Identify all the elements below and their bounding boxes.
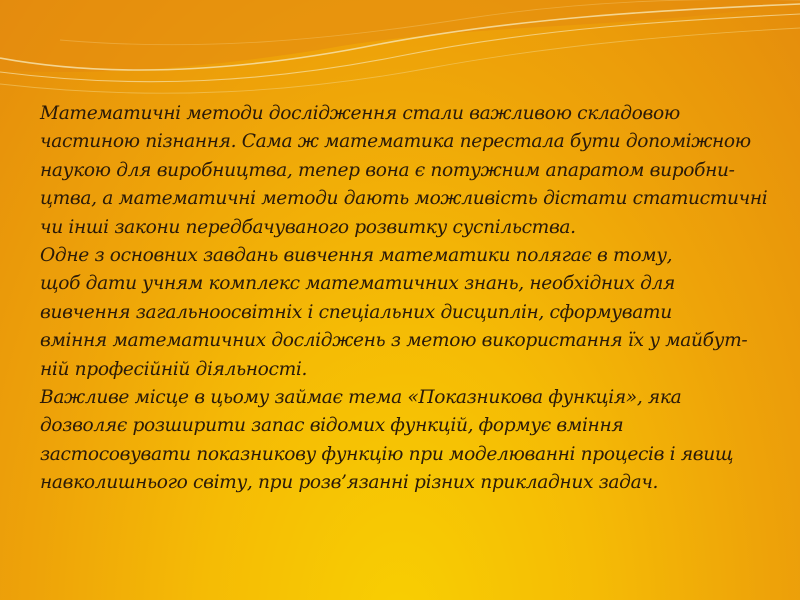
text-line: ній професійній діяльності. — [40, 358, 308, 380]
text-line: вміння математичних досліджень з метою використання їх у майбут- — [40, 330, 748, 352]
main-text — [40, 100, 785, 498]
text-line: навколишнього світу, при розв’язанні різних прикладних задач. — [40, 472, 659, 494]
text-line: Важливе місце в цьому займає тема «Показникова функція», яка — [40, 387, 682, 409]
text-line: цтва, а математичні методи дають можливість дістати статистичні — [40, 188, 768, 210]
text-line: наукою для виробництва, тепер вона є потужним апаратом виробни- — [40, 159, 735, 181]
text-line: Математичні методи дослідження стали важливою складовою — [40, 103, 680, 124]
text-line: Одне з основних завдань вивчення математики полягає в тому, — [40, 245, 673, 267]
text-line: застосовувати показникову функцію при моделюванні процесів і явищ — [40, 443, 734, 465]
text-line: вивчення загальноосвітніх і спеціальних дисциплін, сформувати — [40, 301, 672, 323]
text-line: щоб дати учням комплекс математичних знань, необхідних для — [40, 273, 676, 295]
text-line: дозволяє розширити запас відомих функцій, формує вміння — [40, 415, 624, 437]
text-line: частиною пізнання. Сама ж математика перестала бути допоміжною — [40, 131, 751, 153]
decorative-waves — [0, 0, 800, 110]
text-line: чи інші закони передбачуваного розвитку суспільства. — [40, 216, 576, 238]
